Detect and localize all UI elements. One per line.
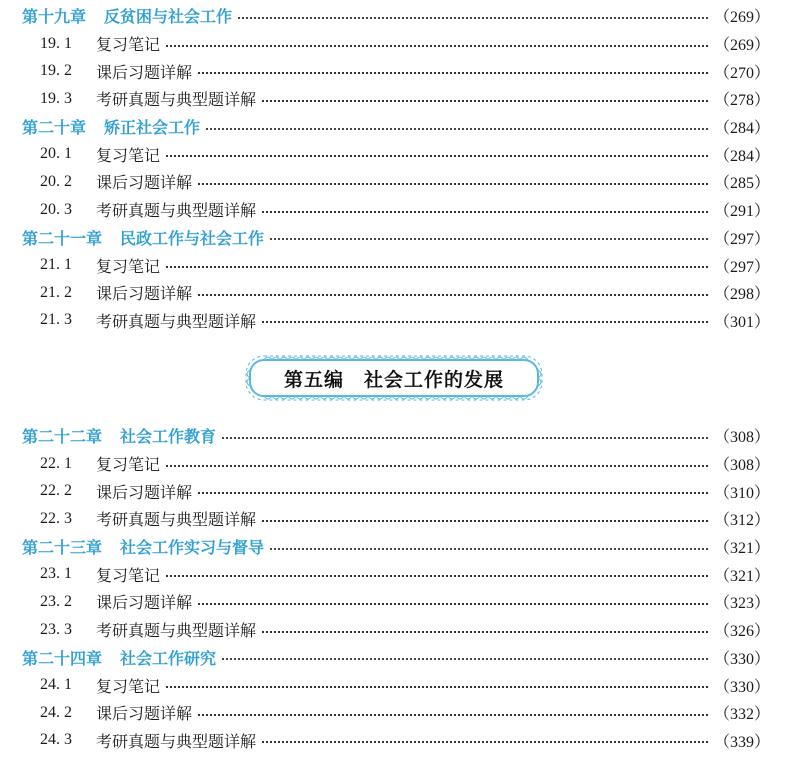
dot-leader (198, 603, 708, 605)
page-number: （321） (714, 540, 771, 558)
page-number: （297） (714, 230, 771, 248)
toc-section-entry[interactable] (0, 588, 790, 616)
toc-chapter-entry[interactable] (0, 644, 790, 672)
page-number: （326） (714, 623, 771, 641)
toc-section-entry[interactable] (0, 560, 790, 588)
page-number: （284） (714, 120, 771, 138)
section-title: 课后习题详解 (96, 173, 193, 193)
toc-chapter-entry[interactable] (0, 224, 790, 252)
chapter-title: 民政工作与社会工作 (120, 228, 265, 248)
page-number: （339） (714, 733, 771, 751)
section-number: 24. 3 (40, 731, 72, 749)
page-number: （270） (714, 64, 771, 82)
section-title: 考研真题与典型题详解 (96, 311, 257, 331)
page-number: （330） (714, 678, 771, 696)
toc-section-entry[interactable] (0, 140, 790, 168)
section-number: 21. 3 (40, 311, 72, 329)
section-title: 课后习题详解 (96, 62, 193, 82)
section-title: 复习笔记 (96, 145, 161, 165)
toc-chapter-entry[interactable] (0, 422, 790, 450)
section-number: 20. 2 (40, 172, 72, 190)
toc-section-entry[interactable] (0, 307, 790, 335)
page-number: （298） (714, 286, 771, 304)
chapter-number: 第二十二章 (22, 427, 103, 447)
dot-leader (166, 45, 708, 47)
page-number: （308） (714, 429, 771, 447)
section-title: 课后习题详解 (96, 593, 193, 613)
chapter-number: 第二十章 (22, 118, 87, 138)
chapter-number: 第二十四章 (22, 648, 103, 668)
dot-leader (222, 658, 708, 660)
dot-leader (262, 321, 708, 323)
toc-list-top (0, 2, 790, 334)
dot-leader (222, 437, 708, 439)
section-title: 考研真题与典型题详解 (96, 621, 257, 641)
toc-section-entry[interactable] (0, 30, 790, 58)
toc-list-bottom (0, 422, 790, 754)
section-title: 考研真题与典型题详解 (96, 90, 257, 110)
chapter-title: 矫正社会工作 (104, 118, 201, 138)
section-title: 复习笔记 (96, 35, 161, 55)
chapter-title: 社会工作实习与督导 (120, 538, 265, 558)
chapter-title: 社会工作研究 (120, 648, 217, 668)
section-number: 19. 3 (40, 89, 72, 107)
dot-leader (166, 575, 708, 577)
dot-leader (198, 72, 708, 74)
page-number: （332） (714, 706, 771, 724)
dot-leader (166, 465, 708, 467)
dot-leader (262, 100, 708, 102)
toc-chapter-entry[interactable] (0, 533, 790, 561)
dot-leader (198, 492, 708, 494)
section-title: 复习笔记 (96, 565, 161, 585)
toc-section-entry[interactable] (0, 671, 790, 699)
chapter-number: 第二十三章 (22, 538, 103, 558)
section-number: 21. 1 (40, 256, 72, 274)
page-number: （312） (714, 512, 771, 530)
toc-section-entry[interactable] (0, 477, 790, 505)
dot-leader (198, 714, 708, 716)
page-number: （269） (714, 37, 771, 55)
section-title: 复习笔记 (96, 676, 161, 696)
toc-section-entry[interactable] (0, 196, 790, 224)
dot-leader (262, 520, 708, 522)
toc-chapter-entry[interactable] (0, 2, 790, 30)
section-number: 22. 2 (40, 482, 72, 500)
page-number: （285） (714, 175, 771, 193)
section-title: 考研真题与典型题详解 (96, 510, 257, 530)
page-number: （297） (714, 258, 771, 276)
section-number: 24. 1 (40, 676, 72, 694)
dot-leader (270, 548, 708, 550)
toc-section-entry[interactable] (0, 450, 790, 478)
toc-section-entry[interactable] (0, 251, 790, 279)
page-number: （278） (714, 92, 771, 110)
page-number: （330） (714, 650, 771, 668)
section-title: 课后习题详解 (96, 704, 193, 724)
section-number: 24. 2 (40, 703, 72, 721)
section-number: 19. 1 (40, 34, 72, 52)
section-title: 复习笔记 (96, 455, 161, 475)
page-number: （269） (714, 9, 771, 27)
toc-section-entry[interactable] (0, 279, 790, 307)
section-title: 考研真题与典型题详解 (96, 731, 257, 751)
dot-leader (166, 266, 708, 268)
page-number: （291） (714, 203, 771, 221)
dot-leader (198, 294, 708, 296)
section-number: 22. 3 (40, 509, 72, 527)
toc-section-entry[interactable] (0, 616, 790, 644)
part-title: 第五编 社会工作的发展 (283, 368, 504, 391)
toc-section-entry[interactable] (0, 699, 790, 727)
section-number: 19. 2 (40, 62, 72, 80)
chapter-title: 社会工作教育 (120, 427, 217, 447)
dot-leader (166, 686, 708, 688)
toc-chapter-entry[interactable] (0, 113, 790, 141)
section-title: 课后习题详解 (96, 482, 193, 502)
chapter-number: 第二十一章 (22, 228, 103, 248)
section-title: 复习笔记 (96, 256, 161, 276)
dot-leader (238, 17, 708, 19)
section-title: 考研真题与典型题详解 (96, 201, 257, 221)
dot-leader (262, 741, 708, 743)
toc-section-entry[interactable] (0, 727, 790, 755)
toc-section-entry[interactable] (0, 85, 790, 113)
section-number: 23. 2 (40, 592, 72, 610)
toc-section-entry[interactable] (0, 57, 790, 85)
dot-leader (262, 631, 708, 633)
page-number: （308） (714, 457, 771, 475)
chapter-title: 反贫困与社会工作 (104, 7, 233, 27)
chapter-number: 第十九章 (22, 7, 87, 27)
section-number: 21. 2 (40, 283, 72, 301)
page-number: （310） (714, 484, 771, 502)
section-number: 23. 1 (40, 565, 72, 583)
toc-section-entry[interactable] (0, 505, 790, 533)
section-title: 课后习题详解 (96, 284, 193, 304)
part-banner (244, 352, 544, 404)
page-number: （284） (714, 147, 771, 165)
toc-section-entry[interactable] (0, 168, 790, 196)
page-number: （321） (714, 567, 771, 585)
dot-leader (206, 128, 708, 130)
dot-leader (270, 238, 708, 240)
section-number: 23. 3 (40, 620, 72, 638)
section-number: 22. 1 (40, 454, 72, 472)
page-number: （323） (714, 595, 771, 613)
section-number: 20. 1 (40, 145, 72, 163)
dot-leader (262, 211, 708, 213)
dot-leader (198, 183, 708, 185)
page-number: （301） (714, 313, 771, 331)
section-number: 20. 3 (40, 200, 72, 218)
dot-leader (166, 155, 708, 157)
